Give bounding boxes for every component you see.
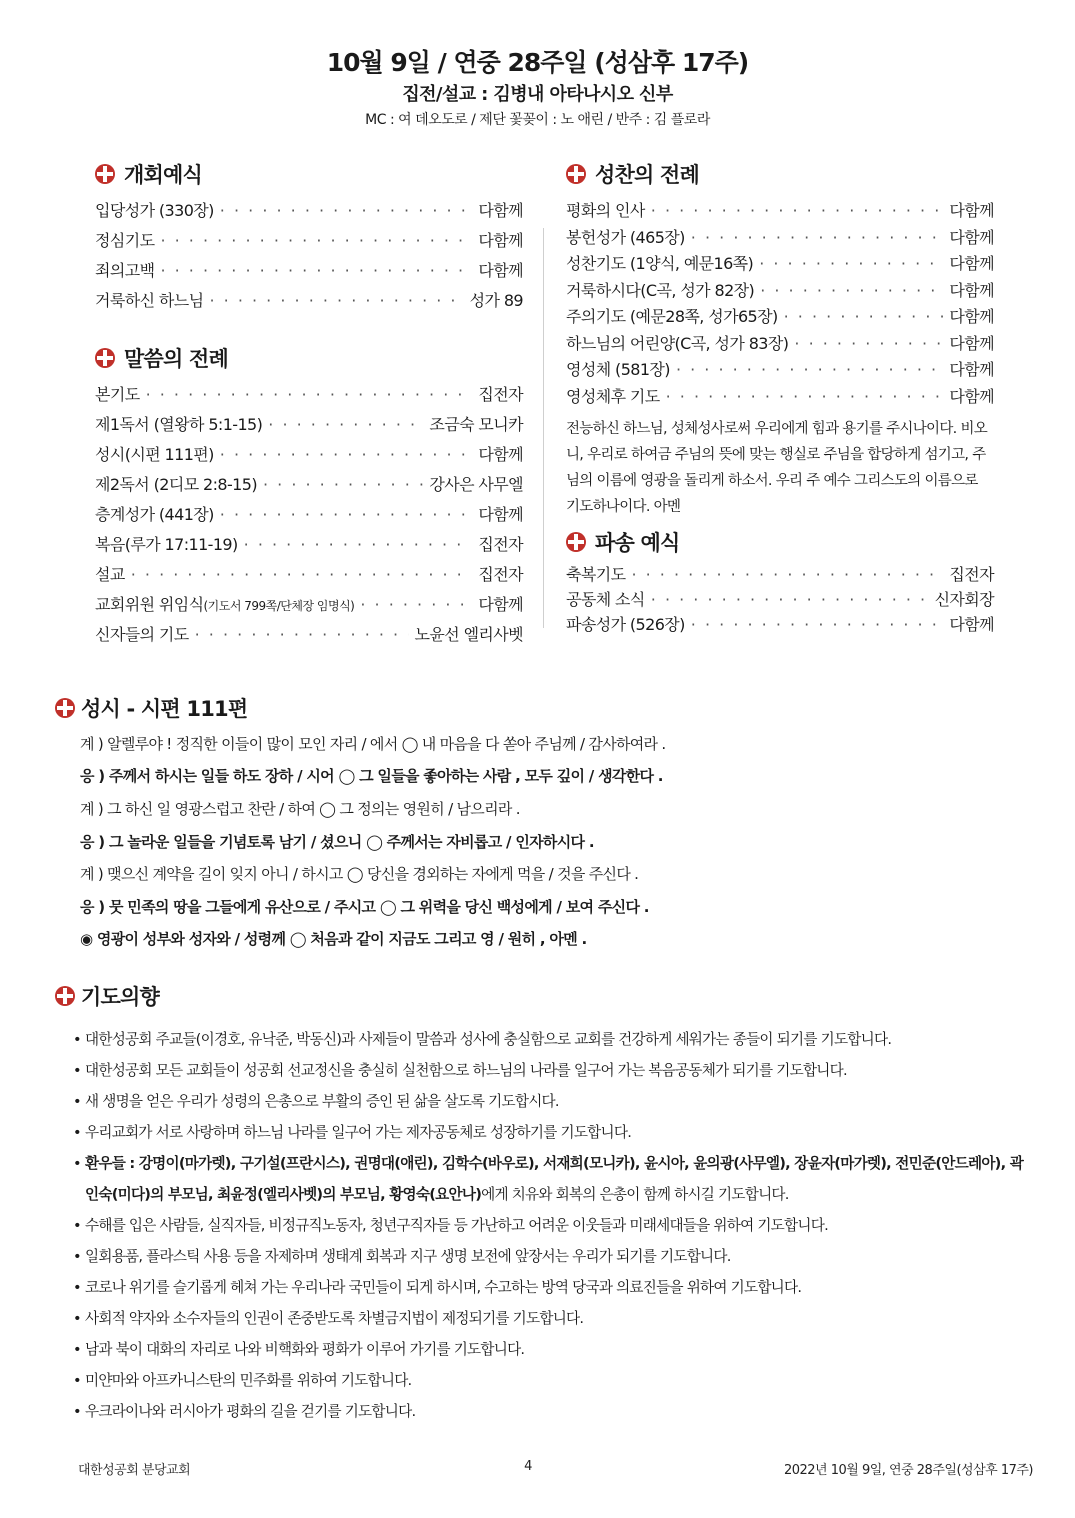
list-item: • 남과 북이 대화의 자리로 나와 비핵화와 평화가 이루어 가기를 기도합니다. — [73, 1334, 1035, 1365]
leader-dots — [220, 505, 473, 524]
row-value: 다함께 — [478, 595, 523, 614]
row-label: 신자들의 기도 — [95, 625, 189, 644]
patients-names: 환우들 : 강명이(마가렛), 구기설(프란시스), 권명대(애린), 김학수(바우로), 서재희(모니카), 윤시아, 윤의광(사무엘), 장윤자(마가렛), 전민준(안드레아), 곽인숙(미다)의 부모님, 최윤정(엘리사벳)의 부모님, 황영숙(요안나) — [85, 1155, 1024, 1203]
liturgy-row — [566, 587, 994, 612]
row-value: 노윤선 엘리사벳 — [414, 625, 523, 644]
page-title: 10월 9일 / 연중 28주일 (성삼후 17주) — [326, 48, 749, 77]
leader-dots — [244, 535, 473, 554]
row-value: 다함께 — [949, 254, 994, 273]
liturgy-row — [95, 442, 523, 472]
row-label: 거룩하시다(C곡, 성가 82장) — [566, 280, 755, 300]
liturgy-row — [566, 612, 994, 637]
eucharist-list — [566, 198, 994, 410]
leader-dots — [160, 231, 472, 250]
leader-dots — [676, 360, 943, 379]
spacer — [95, 318, 523, 342]
cross-circle-icon — [95, 348, 115, 368]
leader-dots — [759, 254, 943, 273]
row-value: 다함께 — [478, 261, 523, 280]
eucharist-title-text: 성찬의 전례 — [595, 163, 699, 187]
row-value: 조금숙 모니카 — [429, 415, 523, 434]
row-label: 평화의 인사 — [566, 201, 645, 220]
list-item: • 일회용품, 플라스틱 사용 등을 자제하며 생태계 회복과 지구 생명 보전에 앞장서는 우리가 되기를 기도합니다. — [73, 1241, 1035, 1272]
row-label: 정심기도 — [95, 231, 155, 250]
liturgy-row — [566, 198, 994, 225]
liturgy-row — [95, 258, 523, 288]
row-label: 주의기도 (예문28쪽, 성가65장) — [566, 307, 778, 326]
psalm-line: 계 ) 그 하신 일 영광스럽고 찬란 / 하여 ◯ 그 정의는 영원히 / 남으리라 . — [80, 799, 520, 818]
row-label: 죄의고백 — [95, 261, 155, 280]
row-label-note: (기도서 799쪽/단체장 임명식) — [203, 599, 355, 613]
list-item: • 대한성공회 모든 교회들이 성공회 선교정신을 충실히 실천함으로 하느님의 나라를 일구어 가는 복음공동체가 되기를 기도합니다. — [73, 1055, 1035, 1086]
row-value: 집전자 — [478, 565, 523, 584]
psalm-line: 계 ) 맺으신 계약을 길이 잊지 아니 / 하시고 ◯ 당신을 경외하는 자에게 먹을 / 것을 주신다 . — [80, 865, 639, 884]
leader-dots — [220, 201, 473, 220]
liturgy-row — [566, 331, 994, 358]
row-value: 다함께 — [949, 360, 994, 379]
dismissal-list — [566, 562, 994, 637]
psalm-line: ◉ 영광이 성부와 성자와 / 성령께 ◯ 처음과 같이 지금도 그리고 영 / 원히 , 아멘 . — [80, 930, 587, 949]
leader-dots — [651, 590, 929, 609]
patients-prayer: 에게 치유와 회복의 은총이 함께 하시길 기도합니다. — [481, 1186, 789, 1203]
leader-dots — [691, 228, 944, 247]
right-column — [566, 158, 994, 637]
list-item: • 코로나 위기를 슬기롭게 헤쳐 가는 우리나라 국민들이 되게 하시며, 수고하는 방역 당국과 의료진들을 위하여 기도합니다. — [73, 1272, 1035, 1303]
psalm-line: 응 ) 그 놀라운 일들을 기념토록 남기 / 셨으니 ◯ 주께서는 자비롭고 / 인자하시다 . — [80, 832, 594, 851]
row-label: 하느님의 어린양(C곡, 성가 83장) — [566, 333, 789, 353]
row-label: 제2독서 (2디모 2:8-15) — [95, 475, 257, 494]
liturgy-row — [95, 412, 523, 442]
row-value: 다함께 — [478, 231, 523, 250]
list-item: • 수해를 입은 사람들, 실직자들, 비정규직노동자, 청년구직자들 등 가난하고 어려운 이웃들과 미래세대들을 위하여 기도합니다. — [73, 1210, 1035, 1241]
post-communion-prayer: 전능하신 하느님, 성체성사로써 우리에게 힘과 용기를 주시나이다. 비오니, 우리로 하여금 주님의 뜻에 맞는 행실로 주님을 합당하게 섬기고, 주님의 이름에 영광을 돌리게 하소서. 우리 주 예수 그리스도의 이름으로 기도하나이다. 아멘 — [566, 421, 988, 515]
row-value: 다함께 — [949, 333, 994, 353]
word-list — [95, 382, 523, 652]
row-value: 강사은 사무엘 — [429, 475, 523, 494]
leader-dots — [209, 291, 463, 310]
psalm-section — [55, 693, 1035, 955]
row-label: 설교 — [95, 565, 125, 584]
liturgy-row — [566, 357, 994, 384]
psalm-title-text: 성시 - 시편 111편 — [81, 697, 248, 721]
column-divider — [543, 228, 544, 628]
intentions-section-title — [55, 980, 1035, 1012]
left-column — [95, 158, 523, 652]
leader-dots — [268, 415, 423, 434]
cross-circle-icon — [55, 698, 75, 718]
word-title-text: 말씀의 전례 — [124, 347, 228, 371]
row-label: 제1독서 (열왕하 5:1-15) — [95, 415, 263, 434]
liturgy-row — [566, 384, 994, 411]
leader-dots — [195, 625, 409, 644]
leader-dots — [760, 281, 943, 300]
cross-circle-icon — [95, 164, 115, 184]
row-value: 다함께 — [949, 386, 994, 406]
row-value: 다함께 — [949, 615, 994, 634]
footer-date: 2022년 10월 9일, 연중 28주일(성삼후 17주) — [783, 1463, 1033, 1478]
row-label: 층계성가 (441장) — [95, 505, 214, 524]
list-item: • 미얀마와 아프카니스탄의 민주화를 위하여 기도합니다. — [73, 1365, 1035, 1396]
page-footer — [78, 1459, 1033, 1481]
footer-church: 대한성공회 분당교회 — [78, 1463, 191, 1478]
liturgy-row — [566, 251, 994, 278]
row-value: 다함께 — [949, 280, 994, 300]
liturgy-row — [95, 228, 523, 258]
cross-circle-icon — [566, 532, 586, 552]
cross-circle-icon — [566, 164, 586, 184]
row-label: 성찬기도 (1양식, 예문16쪽) — [566, 254, 754, 273]
row-label: 영성체 (581장) — [566, 360, 670, 379]
leader-dots — [691, 615, 944, 634]
leader-dots — [131, 565, 473, 584]
liturgy-row — [566, 304, 994, 331]
row-value: 다함께 — [949, 201, 994, 220]
word-section-title — [95, 342, 523, 374]
celebrant-line: 집전/설교 : 김병내 아타나시오 신부 — [402, 84, 673, 105]
row-label — [95, 592, 354, 615]
dismissal-section-title — [566, 526, 994, 558]
row-label: 파송성가 (526장) — [566, 615, 685, 634]
row-label: 입당성가 (330장) — [95, 201, 214, 220]
row-value: 다함께 — [478, 445, 523, 464]
list-item — [73, 1148, 1035, 1210]
opening-section-title — [95, 158, 523, 190]
row-value: 신자회장 — [934, 590, 994, 609]
row-value: 다함께 — [478, 201, 523, 220]
row-label: 거룩하신 하느님 — [95, 291, 204, 310]
row-label: 축복기도 — [566, 565, 626, 584]
dismissal-title-text: 파송 예식 — [595, 531, 680, 555]
leader-dots — [651, 201, 944, 220]
intentions-title-text: 기도의향 — [81, 985, 159, 1009]
row-value: 집전자 — [478, 385, 523, 404]
row-value: 다함께 — [949, 307, 994, 326]
list-item: • 우크라이나와 러시아가 평화의 길을 걷기를 기도합니다. — [73, 1396, 1035, 1427]
liturgy-row — [95, 198, 523, 228]
leader-dots — [263, 475, 423, 494]
row-label: 봉헌성가 (465장) — [566, 227, 685, 247]
list-item: • 우리교회가 서로 사랑하며 하느님 나라를 일구어 가는 제자공동체로 성장하기를 기도합니다. — [73, 1117, 1035, 1148]
liturgy-row — [566, 278, 994, 305]
row-label: 본기도 — [95, 385, 140, 404]
liturgy-row — [95, 622, 523, 652]
liturgy-row — [95, 288, 523, 318]
list-item: • 사회적 약자와 소수자들의 인권이 존중받도록 차별금지법이 제정되기를 기도합니다. — [73, 1303, 1035, 1334]
row-value: 집전자 — [478, 535, 523, 554]
row-value: 다함께 — [949, 227, 994, 247]
list-item: • 새 생명을 얻은 우리가 성령의 은총으로 부활의 증인 된 삶을 살도록 기도합시다. — [73, 1086, 1035, 1117]
row-label: 성시(시편 111편) — [95, 445, 214, 464]
psalm-lines — [80, 727, 1035, 955]
liturgy-row — [95, 382, 523, 412]
psalm-section-title — [55, 693, 1035, 723]
row-label: 복음(루가 17:11-19) — [95, 535, 238, 554]
footer-page-number: 4 — [524, 1459, 532, 1474]
opening-title-text: 개회예식 — [124, 163, 202, 187]
leader-dots — [631, 565, 943, 584]
row-label-main: 교회위원 위임식 — [95, 595, 204, 614]
list-item: • 대한성공회 주교들(이경호, 유낙준, 박동신)과 사제들이 말씀과 성사에 충실함으로 교회를 건강하게 세워가는 종들이 되기를 기도합니다. — [73, 1024, 1035, 1055]
leader-dots — [360, 595, 472, 614]
row-value: 집전자 — [949, 565, 994, 584]
intentions-list — [73, 1024, 1035, 1427]
liturgy-row — [95, 502, 523, 532]
cross-circle-icon — [55, 986, 75, 1006]
opening-list — [95, 198, 523, 318]
row-label: 공동체 소식 — [566, 590, 645, 609]
liturgy-row — [566, 562, 994, 587]
liturgy-row — [566, 225, 994, 252]
row-label: 영성체후 기도 — [566, 386, 660, 406]
leader-dots — [146, 385, 473, 404]
psalm-line: 계 ) 알렐루야 ! 정직한 이들이 많이 모인 자리 / 에서 ◯ 내 마음을 다 쏟아 주님께 / 감사하여라 . — [80, 734, 666, 753]
liturgy-row — [95, 562, 523, 592]
leader-dots — [160, 261, 472, 280]
eucharist-section-title — [566, 158, 994, 190]
roles-line: MC : 여 데오도로 / 제단 꽃꽂이 : 노 애린 / 반주 : 김 플로라 — [365, 112, 710, 128]
leader-dots — [220, 445, 473, 464]
leader-dots — [794, 334, 943, 353]
liturgy-row — [95, 472, 523, 502]
intentions-section — [55, 980, 1035, 1427]
bulletin-header — [0, 46, 1075, 130]
leader-dots — [666, 387, 944, 406]
liturgy-row — [95, 532, 523, 562]
row-value: 성가 89 — [469, 291, 523, 310]
liturgy-row — [95, 592, 523, 622]
psalm-line: 응 ) 뭇 민족의 땅을 그들에게 유산으로 / 주시고 ◯ 그 위력을 당신 백성에게 / 보여 주신다 . — [80, 897, 649, 916]
row-value: 다함께 — [478, 505, 523, 524]
psalm-line: 응 ) 주께서 하시는 일들 하도 장하 / 시어 ◯ 그 일들을 좋아하는 사람 , 모두 깊이 / 생각한다 . — [80, 767, 663, 786]
leader-dots — [784, 307, 944, 326]
